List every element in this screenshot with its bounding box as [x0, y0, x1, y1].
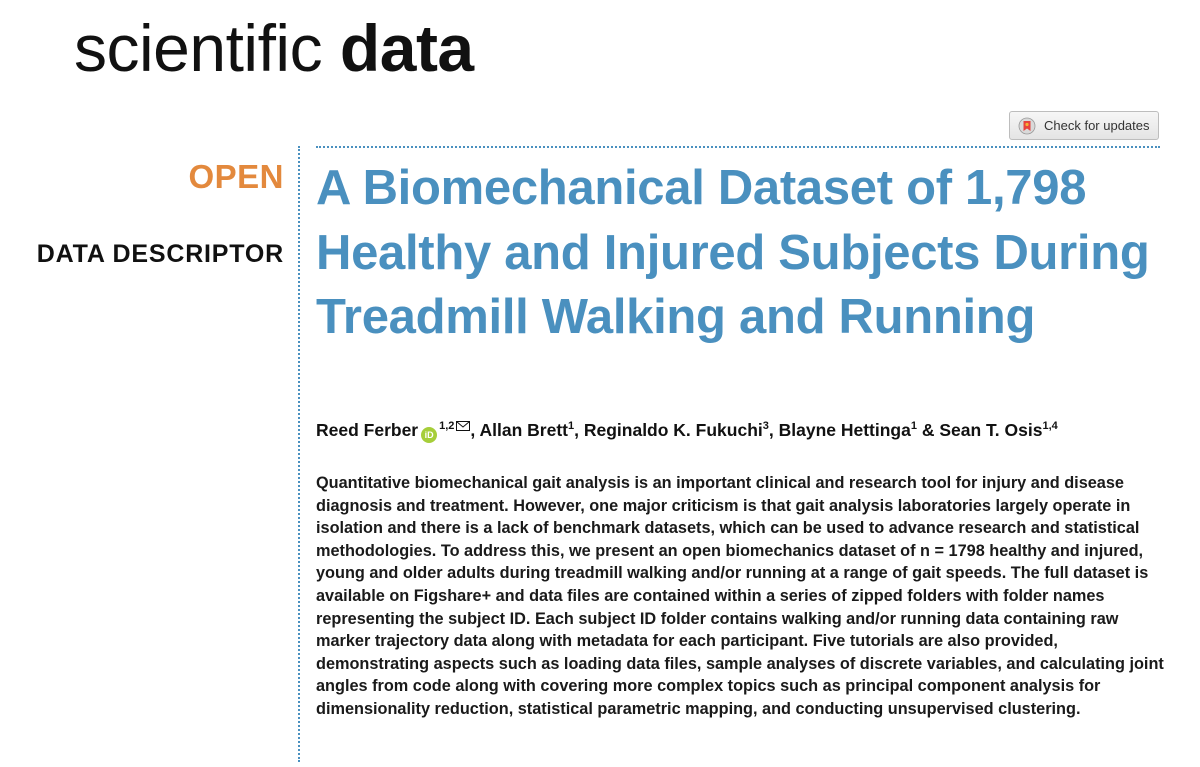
article-type-label: DATA DESCRIPTOR — [36, 240, 284, 268]
journal-name-bold: data — [339, 11, 474, 85]
author-separator: , — [768, 420, 779, 440]
check-for-updates-label: Check for updates — [1044, 118, 1150, 133]
author-separator: & — [916, 420, 940, 440]
open-access-label: OPEN — [188, 158, 284, 195]
email-icon[interactable] — [456, 421, 470, 431]
title-divider — [316, 146, 1160, 148]
author-name[interactable]: Reed Ferber — [316, 420, 419, 440]
journal-logo — [74, 8, 474, 88]
author-affiliation: 1 — [910, 420, 917, 433]
author-name[interactable]: Reginaldo K. Fukuchi — [583, 420, 763, 440]
author-separator: , — [574, 420, 584, 440]
author-separator: , — [470, 420, 480, 440]
author-affiliation: 1 — [567, 420, 575, 433]
author-affiliation: 3 — [762, 420, 769, 433]
author-affiliation: 1,4 — [1042, 420, 1058, 433]
author-name[interactable]: Sean T. Osis — [939, 420, 1043, 440]
author-name[interactable]: Allan Brett — [479, 420, 568, 440]
orcid-icon[interactable]: iD — [421, 427, 437, 443]
abstract: Quantitative biomechanical gait analysis is an important clinical and research tool for injury and disease diagnosis and treatment. However, one major criticism is that gait analysis laboratories largely operate in isolation and there is a lack of benchmark datasets, which can be used to advance research and statistical methodologies. To address this, we present an open biomechanics dataset of n = 1798 healthy and injured, young and older adults during treadmill walking and/or running at a range of gait speeds. The full dataset is available on Figshare+ and data files are contained within a series of zipped folders with folder names representing the subject ID. Each subject ID folder contains walking and/or running data containing raw marker trajectory data along with metadata for each participant. Five tutorials are also provided, demonstrating aspects such as loading data files, sample analyses of discrete variables, and calculating joint angles from code along with covering more complex topics such as principal component analysis for dimensionality reduction, statistical parametric mapping, and conducting unsupervised clustering. — [316, 474, 1164, 718]
column-divider — [298, 146, 300, 762]
author-name[interactable]: Blayne Hettinga — [778, 420, 911, 440]
check-for-updates-icon — [1018, 117, 1036, 135]
check-for-updates-button[interactable] — [1009, 111, 1159, 140]
article-title: A Biomechanical Dataset of 1,798 Healthy and Injured Subjects During Treadmill Walking and Running — [316, 161, 1150, 344]
author-list — [316, 420, 1176, 443]
author-affiliation: 1,2 — [439, 420, 455, 433]
journal-name-light: scientific — [74, 11, 323, 85]
